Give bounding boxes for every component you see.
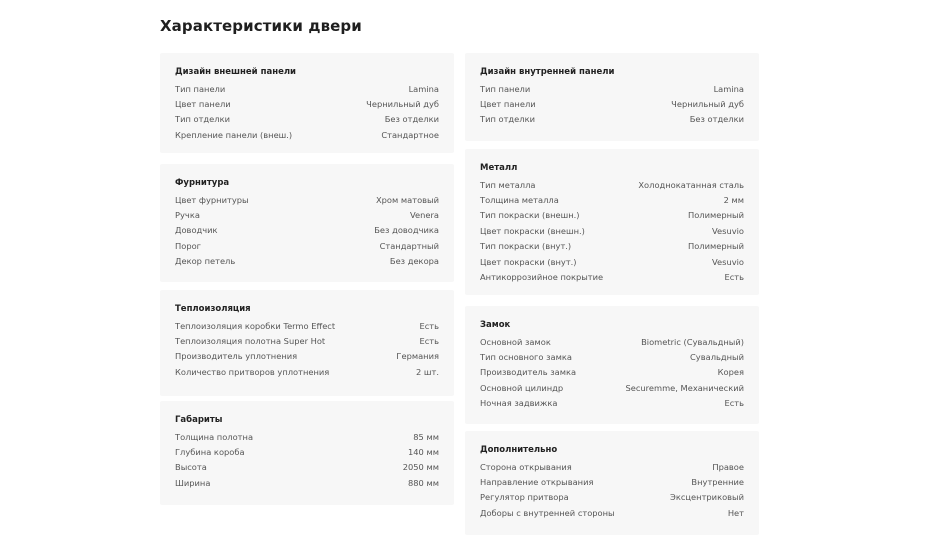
spec-value: Правое xyxy=(712,461,744,472)
spec-value: Корея xyxy=(717,367,744,378)
spec-value: 2 шт. xyxy=(416,366,439,377)
spec-row-lock-maker xyxy=(480,365,744,380)
spec-label: Толщина металла xyxy=(480,195,559,206)
spec-value: Biometric (Сувальдный) xyxy=(641,336,744,347)
spec-row-opening-side xyxy=(480,459,744,474)
card-title: Дизайн внешней панели xyxy=(175,67,297,77)
card-title: Дизайн внутренней панели xyxy=(480,67,615,77)
spec-value: Lamina xyxy=(408,83,439,94)
spec-label: Порог xyxy=(175,240,202,251)
spec-value: 2050 мм xyxy=(402,462,439,473)
spec-value: Без доводчика xyxy=(374,225,439,236)
spec-row-opening-direction xyxy=(480,474,744,489)
spec-value: Без отделки xyxy=(384,114,439,125)
card-title: Замок xyxy=(480,320,511,330)
spec-value: Хром матовый xyxy=(375,194,439,205)
spec-label: Тип панели xyxy=(175,83,226,94)
spec-row-leaf-insulation xyxy=(175,333,439,348)
spec-row-closer xyxy=(175,223,439,238)
spec-row-panel-color xyxy=(480,96,744,111)
spec-label: Декор петель xyxy=(175,256,236,267)
spec-value: Vesuvio xyxy=(711,256,744,267)
card-title: Дополнительно xyxy=(480,445,558,455)
spec-row-seal-count xyxy=(175,364,439,379)
spec-row-inner-extensions xyxy=(480,505,744,520)
spec-label: Основной замок xyxy=(480,336,551,347)
spec-value: 880 мм xyxy=(408,477,439,488)
spec-value: Без отделки xyxy=(689,114,744,125)
spec-row-anticorrosion xyxy=(480,269,744,284)
spec-value: Полимерный xyxy=(687,241,744,252)
spec-label: Сторона открывания xyxy=(480,461,572,472)
spec-label: Производитель уплотнения xyxy=(175,351,298,362)
card-title: Металл xyxy=(480,163,518,173)
spec-label: Высота xyxy=(175,462,207,473)
spec-label: Цвет панели xyxy=(480,99,536,110)
spec-value: 140 мм xyxy=(408,447,439,458)
spec-label: Крепление панели (внеш.) xyxy=(175,129,293,140)
card-insulation xyxy=(160,290,454,396)
spec-value: 2 мм xyxy=(723,195,744,206)
spec-label: Основной цилиндр xyxy=(480,382,564,393)
page-title: Характеристики двери xyxy=(160,17,362,35)
spec-value: Чернильный дуб xyxy=(366,99,439,110)
spec-label: Антикоррозийное покрытие xyxy=(480,272,604,283)
spec-label: Тип основного замка xyxy=(480,352,572,363)
spec-value: Venera xyxy=(410,210,439,221)
card-metal xyxy=(465,149,759,295)
spec-row-height xyxy=(175,460,439,475)
spec-label: Доборы с внутренней стороны xyxy=(480,507,615,518)
spec-row-main-lock xyxy=(480,334,744,349)
spec-label: Ночная задвижка xyxy=(480,398,558,409)
spec-row-outer-paint-color xyxy=(480,223,744,238)
spec-label: Тип отделки xyxy=(175,114,230,125)
spec-label: Ручка xyxy=(175,210,200,221)
spec-row-finish-type xyxy=(480,112,744,127)
card-fittings xyxy=(160,164,454,282)
card-outer-panel-design xyxy=(160,53,454,153)
spec-row-threshold xyxy=(175,238,439,253)
spec-value: Без декора xyxy=(389,256,439,267)
spec-row-panel-type xyxy=(480,81,744,96)
spec-row-inner-paint-type xyxy=(480,239,744,254)
spec-label: Тип покраски (внешн.) xyxy=(480,210,580,221)
spec-value: Стандартный xyxy=(379,240,439,251)
spec-label: Глубина короба xyxy=(175,447,245,458)
spec-row-outer-paint-type xyxy=(480,208,744,223)
spec-value: Германия xyxy=(396,351,439,362)
spec-label: Количество притворов уплотнения xyxy=(175,366,330,377)
spec-row-metal-type xyxy=(480,177,744,192)
spec-label: Цвет покраски (внут.) xyxy=(480,256,577,267)
spec-row-night-latch xyxy=(480,396,744,411)
spec-label: Цвет фурнитуры xyxy=(175,194,249,205)
card-additional xyxy=(465,431,759,535)
card-title: Теплоизоляция xyxy=(175,304,251,314)
spec-row-hinge-decor xyxy=(175,254,439,269)
spec-label: Направление открывания xyxy=(480,477,594,488)
card-inner-panel-design xyxy=(465,53,759,141)
spec-label: Цвет покраски (внешн.) xyxy=(480,225,585,236)
spec-label: Толщина полотна xyxy=(175,431,254,442)
spec-value: Холоднокатанная сталь xyxy=(638,179,744,190)
spec-label: Доводчик xyxy=(175,225,218,236)
spec-value: Есть xyxy=(419,320,439,331)
spec-row-main-lock-type xyxy=(480,349,744,364)
spec-label: Производитель замка xyxy=(480,367,577,378)
spec-value: Vesuvio xyxy=(711,225,744,236)
spec-label: Тип покраски (внут.) xyxy=(480,241,572,252)
card-title: Фурнитура xyxy=(175,178,230,188)
spec-label: Теплоизоляция полотна Super Hot xyxy=(175,336,326,347)
spec-row-handle xyxy=(175,207,439,222)
spec-row-fittings-color xyxy=(175,192,439,207)
spec-value: 85 мм xyxy=(413,431,439,442)
spec-row-panel-color xyxy=(175,96,439,111)
spec-label: Регулятор притвора xyxy=(480,492,569,503)
spec-value: Lamina xyxy=(713,83,744,94)
spec-value: Эксцентриковый xyxy=(670,492,744,503)
spec-row-finish-type xyxy=(175,112,439,127)
card-lock xyxy=(465,306,759,424)
spec-label: Цвет панели xyxy=(175,99,231,110)
spec-label: Теплоизоляция коробки Termo Effect xyxy=(175,320,336,331)
card-dimensions xyxy=(160,401,454,505)
spec-row-panel-mount xyxy=(175,127,439,142)
spec-row-width xyxy=(175,475,439,490)
spec-value: Securemme, Механический xyxy=(625,382,744,393)
spec-value: Сувальдный xyxy=(690,352,744,363)
spec-row-tightness-adjuster xyxy=(480,490,744,505)
spec-label: Тип металла xyxy=(480,179,536,190)
spec-value: Стандартное xyxy=(381,129,439,140)
card-title: Габариты xyxy=(175,415,223,425)
spec-row-metal-thickness xyxy=(480,192,744,207)
spec-label: Тип отделки xyxy=(480,114,535,125)
spec-row-panel-type xyxy=(175,81,439,96)
spec-row-seal-maker xyxy=(175,349,439,364)
spec-value: Полимерный xyxy=(687,210,744,221)
spec-value: Нет xyxy=(727,507,744,518)
spec-row-frame-insulation xyxy=(175,318,439,333)
spec-value: Чернильный дуб xyxy=(671,99,744,110)
spec-value: Внутренние xyxy=(691,477,744,488)
spec-value: Есть xyxy=(419,336,439,347)
spec-row-frame-depth xyxy=(175,444,439,459)
spec-value: Есть xyxy=(724,398,744,409)
spec-row-inner-paint-color xyxy=(480,254,744,269)
spec-row-main-cylinder xyxy=(480,380,744,395)
spec-row-leaf-thickness xyxy=(175,429,439,444)
spec-label: Тип панели xyxy=(480,83,531,94)
spec-value: Есть xyxy=(724,272,744,283)
spec-label: Ширина xyxy=(175,477,211,488)
